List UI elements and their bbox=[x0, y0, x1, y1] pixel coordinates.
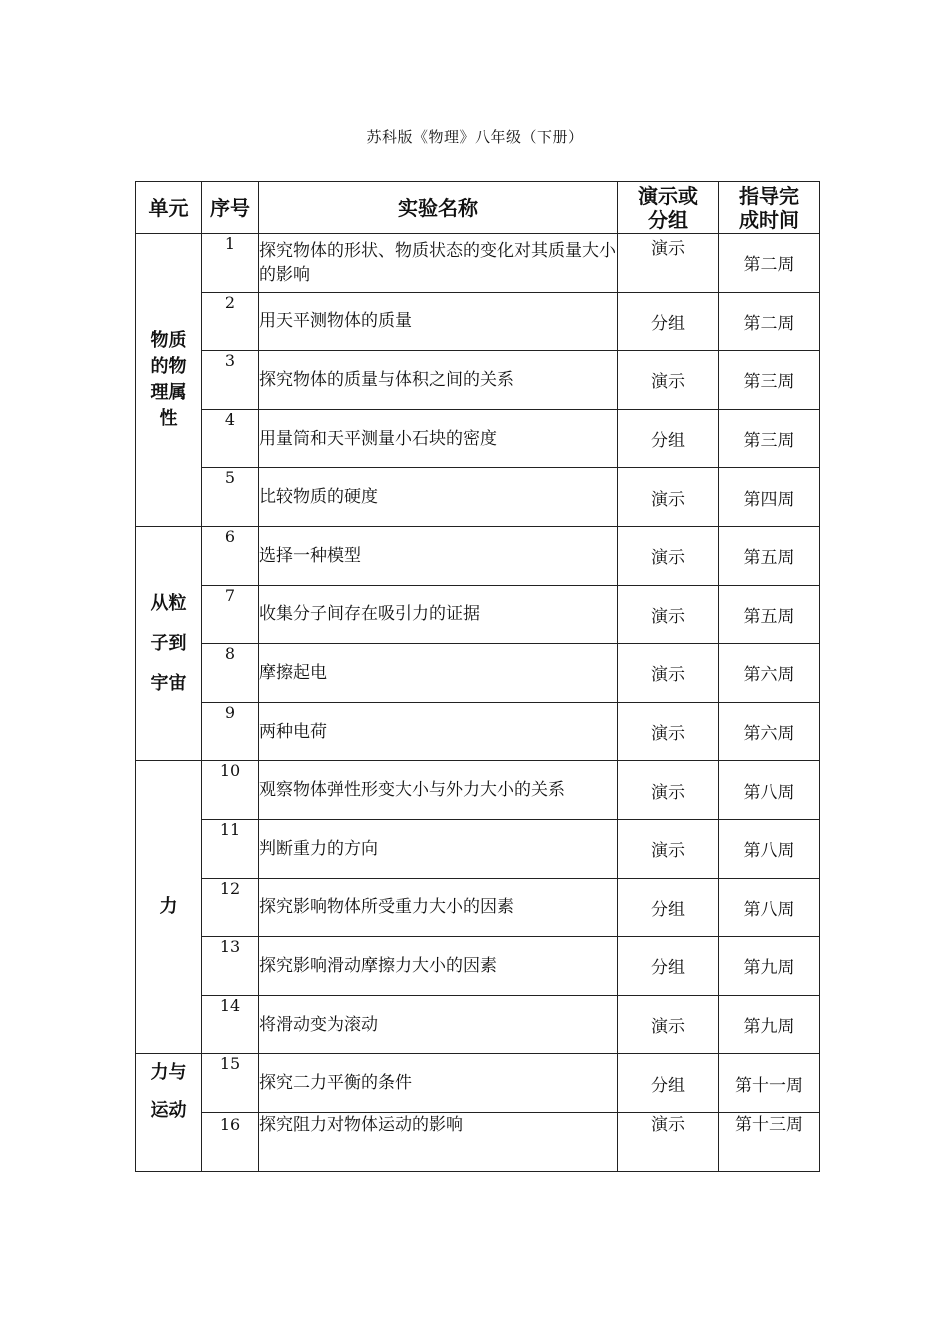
guide-week: 第八周 bbox=[719, 878, 820, 937]
row-number: 1 bbox=[202, 234, 259, 293]
unit-cell: 物质的物理属性 bbox=[136, 234, 202, 527]
header-unit: 单元 bbox=[136, 182, 202, 234]
table-row bbox=[136, 878, 820, 937]
row-number: 16 bbox=[202, 1112, 259, 1171]
experiment-type: 分组 bbox=[618, 292, 719, 351]
guide-week: 第十一周 bbox=[719, 1054, 820, 1113]
guide-week: 第八周 bbox=[719, 761, 820, 820]
guide-week: 第六周 bbox=[719, 644, 820, 703]
experiment-table bbox=[135, 181, 820, 1172]
row-number: 2 bbox=[202, 292, 259, 351]
table-row bbox=[136, 761, 820, 820]
experiment-type: 演示 bbox=[618, 234, 719, 293]
experiment-name: 摩擦起电 bbox=[259, 644, 618, 703]
row-number: 14 bbox=[202, 995, 259, 1054]
experiment-name: 将滑动变为滚动 bbox=[259, 995, 618, 1054]
guide-week: 第十三周 bbox=[719, 1112, 820, 1171]
experiment-name: 选择一种模型 bbox=[259, 526, 618, 585]
experiment-type: 演示 bbox=[618, 995, 719, 1054]
experiment-type: 演示 bbox=[618, 526, 719, 585]
guide-week: 第九周 bbox=[719, 937, 820, 996]
table-row bbox=[136, 468, 820, 527]
header-type: 演示或分组 bbox=[618, 182, 719, 234]
row-number: 11 bbox=[202, 819, 259, 878]
row-number: 5 bbox=[202, 468, 259, 527]
table-row bbox=[136, 819, 820, 878]
row-number: 15 bbox=[202, 1054, 259, 1113]
table-header-row bbox=[136, 182, 820, 234]
unit-cell: 力与运动 bbox=[136, 1054, 202, 1171]
guide-week: 第六周 bbox=[719, 702, 820, 761]
experiment-type: 演示 bbox=[618, 351, 719, 410]
experiment-type: 分组 bbox=[618, 878, 719, 937]
experiment-type: 分组 bbox=[618, 937, 719, 996]
guide-week: 第二周 bbox=[719, 234, 820, 293]
guide-week: 第五周 bbox=[719, 585, 820, 644]
experiment-type: 演示 bbox=[618, 1112, 719, 1171]
experiment-type: 演示 bbox=[618, 468, 719, 527]
table-row bbox=[136, 995, 820, 1054]
guide-week: 第三周 bbox=[719, 351, 820, 410]
header-week: 指导完成时间 bbox=[719, 182, 820, 234]
table-row bbox=[136, 702, 820, 761]
experiment-name: 探究物体的形状、物质状态的变化对其质量大小的影响 bbox=[259, 234, 618, 293]
experiment-name: 比较物质的硬度 bbox=[259, 468, 618, 527]
table-row bbox=[136, 644, 820, 703]
unit-cell: 力 bbox=[136, 761, 202, 1054]
experiment-name: 探究影响物体所受重力大小的因素 bbox=[259, 878, 618, 937]
row-number: 13 bbox=[202, 937, 259, 996]
row-number: 9 bbox=[202, 702, 259, 761]
table-row bbox=[136, 351, 820, 410]
experiment-name: 用天平测物体的质量 bbox=[259, 292, 618, 351]
header-name: 实验名称 bbox=[259, 182, 618, 234]
experiment-name: 判断重力的方向 bbox=[259, 819, 618, 878]
experiment-type: 演示 bbox=[618, 702, 719, 761]
table-row bbox=[136, 409, 820, 468]
experiment-type: 演示 bbox=[618, 585, 719, 644]
guide-week: 第三周 bbox=[719, 409, 820, 468]
row-number: 12 bbox=[202, 878, 259, 937]
unit-cell: 从粒子到宇宙 bbox=[136, 526, 202, 760]
table-row bbox=[136, 234, 820, 293]
table-row bbox=[136, 1054, 820, 1113]
experiment-name: 用量筒和天平测量小石块的密度 bbox=[259, 409, 618, 468]
table-row bbox=[136, 292, 820, 351]
row-number: 3 bbox=[202, 351, 259, 410]
guide-week: 第五周 bbox=[719, 526, 820, 585]
table-row bbox=[136, 1112, 820, 1171]
guide-week: 第九周 bbox=[719, 995, 820, 1054]
guide-week: 第二周 bbox=[719, 292, 820, 351]
experiment-name: 探究影响滑动摩擦力大小的因素 bbox=[259, 937, 618, 996]
document-title: 苏科版《物理》八年级（下册） bbox=[366, 128, 584, 146]
guide-week: 第四周 bbox=[719, 468, 820, 527]
experiment-type: 演示 bbox=[618, 819, 719, 878]
header-index: 序号 bbox=[202, 182, 259, 234]
experiment-type: 分组 bbox=[618, 1054, 719, 1113]
experiment-name: 观察物体弹性形变大小与外力大小的关系 bbox=[259, 761, 618, 820]
experiment-name: 探究阻力对物体运动的影响 bbox=[259, 1112, 618, 1171]
experiment-type: 演示 bbox=[618, 644, 719, 703]
experiment-name: 探究二力平衡的条件 bbox=[259, 1054, 618, 1113]
guide-week: 第八周 bbox=[719, 819, 820, 878]
experiment-type: 分组 bbox=[618, 409, 719, 468]
table-row bbox=[136, 585, 820, 644]
row-number: 10 bbox=[202, 761, 259, 820]
table-row bbox=[136, 526, 820, 585]
row-number: 8 bbox=[202, 644, 259, 703]
row-number: 6 bbox=[202, 526, 259, 585]
experiment-name: 收集分子间存在吸引力的证据 bbox=[259, 585, 618, 644]
experiment-type: 演示 bbox=[618, 761, 719, 820]
experiment-name: 探究物体的质量与体积之间的关系 bbox=[259, 351, 618, 410]
row-number: 7 bbox=[202, 585, 259, 644]
row-number: 4 bbox=[202, 409, 259, 468]
table-row bbox=[136, 937, 820, 996]
experiment-name: 两种电荷 bbox=[259, 702, 618, 761]
